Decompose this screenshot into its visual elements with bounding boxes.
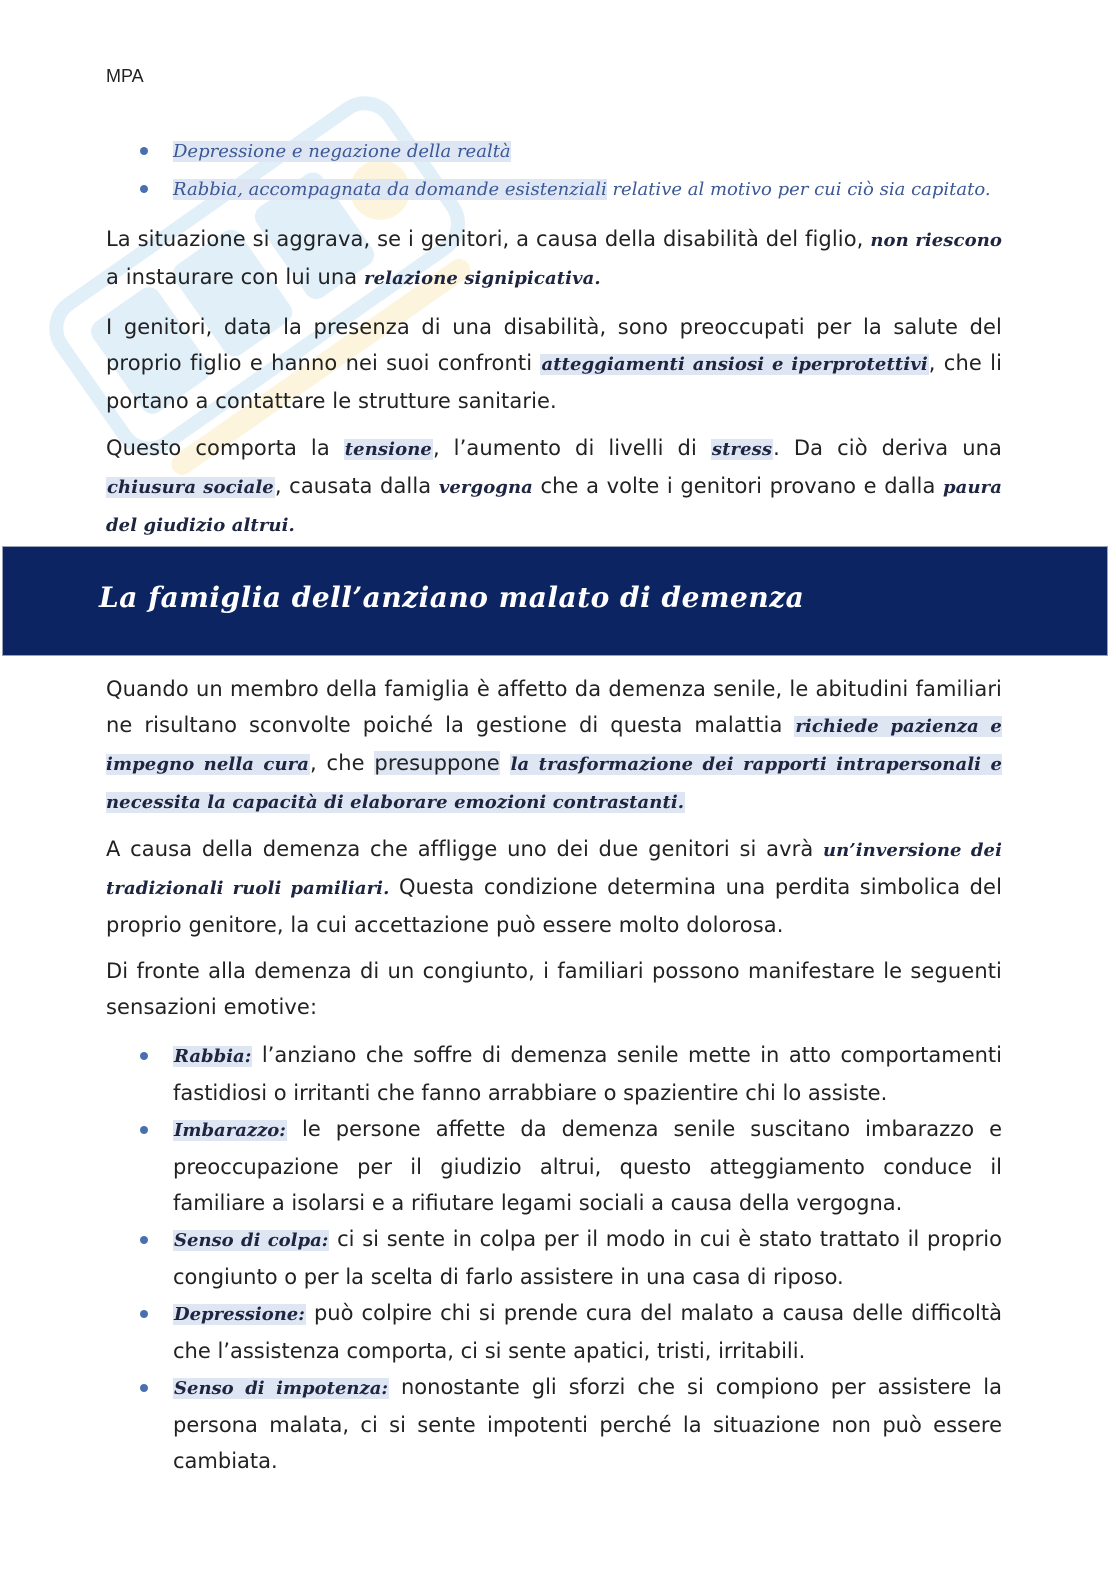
text-span: La situazione si aggrava, se i genitori, a causa della disabilità del figlio, [106,227,871,251]
emotion-description: nonostante gli sforzi che si compiono per assistere la persona malata, ci si sente impotenti perché la situazione non può essere cambiata. [173,1375,1002,1473]
text-span: che a volte i genitori provano e dalla [532,474,943,498]
list-item [106,132,1002,170]
list-item [106,170,1002,208]
top-bullet-list [106,132,1002,208]
styled-text: relazione signipicativa. [364,268,601,289]
list-item [106,1221,1002,1295]
bullet-icon [140,185,148,193]
bullet-icon [140,1310,148,1318]
styled-text: un’inversione dei tradizionali ruoli pamiliari. [106,840,1003,899]
highlighted-text: stress [711,439,773,460]
emotion-description: può colpire chi si prende cura del malato a causa delle difficoltà che l’assistenza comporta, ci si sente apatici, tristi, irritabili. [173,1301,1002,1363]
paragraph-6 [106,953,1002,1025]
text-span: , l’aumento di livelli di [432,436,711,460]
emotion-term: Senso di impotenza: [174,1378,389,1399]
highlighted-text: tensione [344,439,432,460]
list-item-text: Depressione e negazione della realtà [173,141,511,162]
highlighted-text: richiede pazienza e impegno nella cura [106,716,1002,775]
emotion-description: l’anziano che soffre di demenza senile mette in atto comportamenti fastidiosi o irritanti che fanno arrabbiare o spazientire chi lo assiste. [173,1043,1002,1105]
list-item [106,1111,1002,1221]
paragraph-4 [106,671,1002,821]
bullet-icon [140,147,148,155]
styled-text: vergogna [438,477,533,498]
styled-text: non riescono [870,230,1003,251]
text-span: Questa condizione determina una perdita simbolica del proprio genitore, la cui accettazione può essere molto dolorosa. [106,875,1003,937]
highlighted-text: atteggiamenti ansiosi e iperprotettivi [541,354,928,375]
highlighted-text: presuppone [374,751,500,775]
paragraph-text: Di fronte alla demenza di un congiunto, i familiari possono manifestare le seguenti sensazioni emotive: [106,959,1002,1019]
text-span: , che li portano a contattare le strutture sanitarie. [106,351,1002,413]
text-span: Quando un membro della famiglia è affetto da demenza senile, le abitudini familiari ne risultano sconvolte poiché la gestione di questa malattia [106,677,1002,737]
list-item [106,1369,1002,1479]
section-title: La famiglia dell’anziano malato di demenza [99,581,805,614]
bullet-icon [140,1384,148,1392]
list-item [106,1037,1002,1111]
text-span: I genitori, data la presenza di una disabilità, sono preoccupati per la salute del proprio figlio e hanno nei suoi confronti [106,315,1002,375]
emotion-term: Depressione: [174,1304,305,1325]
list-item-highlight: Rabbia, accompagnata da domande esistenziali [173,179,607,200]
styled-text: paura del giudizio altrui. [106,477,1002,536]
bullet-icon [140,1236,148,1244]
emotion-term: Senso di colpa: [174,1230,329,1251]
section-banner [2,546,1108,656]
text-span: A causa della demenza che affligge uno dei due genitori si avrà [106,837,823,861]
list-item [106,1295,1002,1369]
list-item-text: relative al motivo per cui ciò sia capitato. [606,179,991,200]
highlighted-text: la trasformazione dei rapporti intrapersonali e necessita la capacità di elaborare emozioni contrastanti. [106,754,1002,813]
emotion-term: Rabbia: [174,1046,252,1067]
paragraph-1 [106,221,1002,297]
text-span: a instaurare con lui una [106,265,365,289]
emotions-list [106,1037,1002,1479]
paragraph-5 [106,831,1002,943]
highlighted-text: chiusura sociale [107,477,274,498]
emotion-description: ci si sente in colpa per il modo in cui è stato trattato il proprio congiunto o per la scelta di farlo assistere in una casa di riposo. [173,1227,1002,1289]
text-span: , che [310,751,375,775]
bullet-icon [140,1052,148,1060]
text-span [500,751,510,775]
paragraph-3 [106,430,1002,544]
emotion-description: le persone affette da demenza senile suscitano imbarazzo e preoccupazione per il giudizio altrui, questo atteggiamento conduce il familiare a isolarsi e a rifiutare legami sociali a causa della vergogna. [173,1117,1002,1215]
text-span: . Da ciò deriva una [773,436,1002,460]
text-span: , causata dalla [274,474,439,498]
text-span: Questo comporta la [106,436,344,460]
header-label: MPA [106,66,144,86]
emotion-term: Imbarazzo: [174,1120,286,1141]
paragraph-2 [106,309,1002,419]
bullet-icon [140,1126,148,1134]
